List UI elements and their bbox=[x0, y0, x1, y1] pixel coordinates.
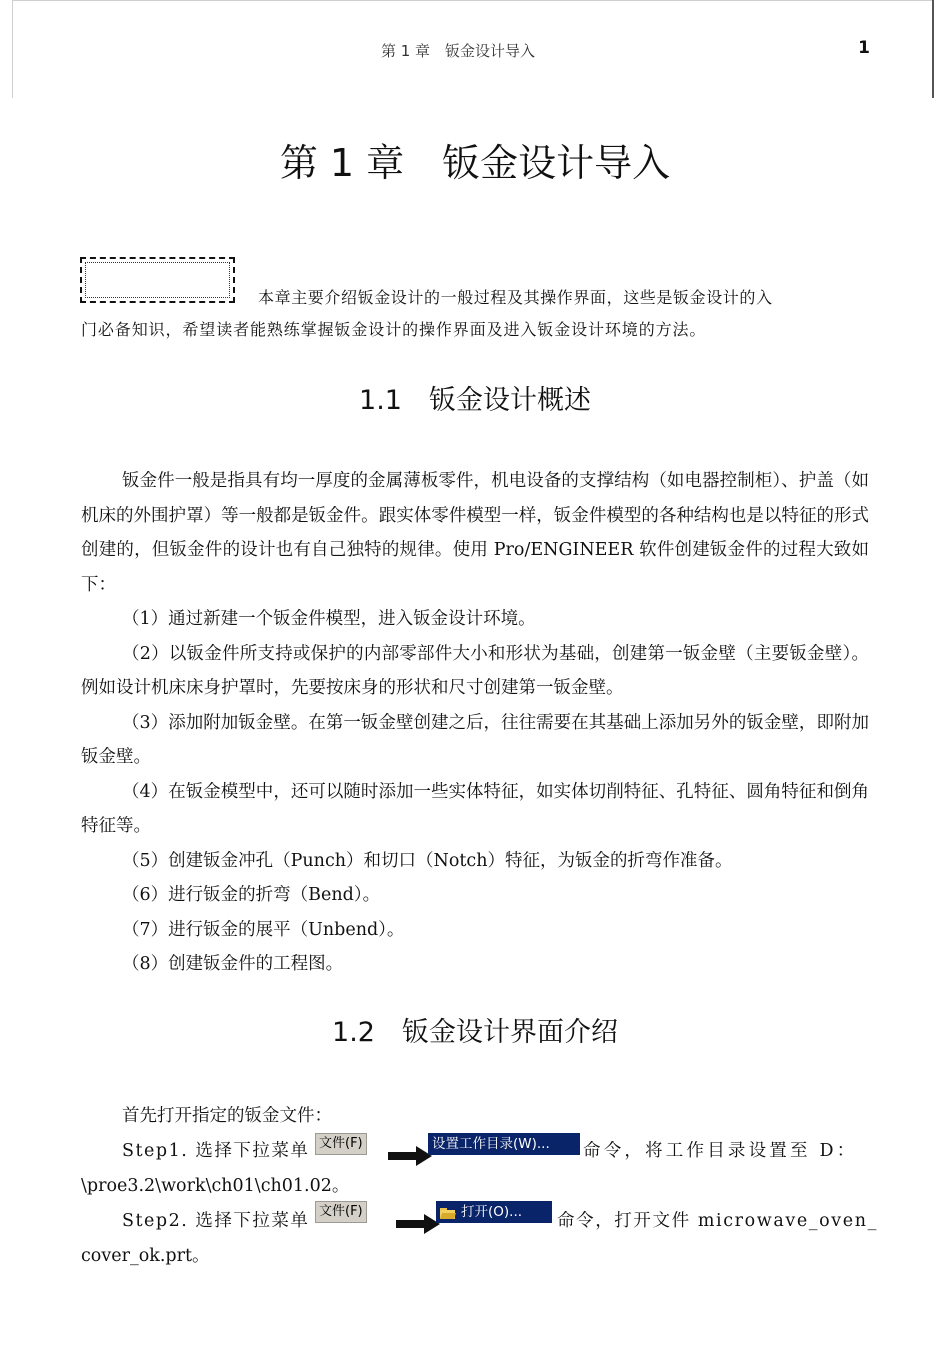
intro-decorative-box bbox=[80, 257, 235, 303]
page-header bbox=[0, 0, 950, 100]
paragraph-step-7: （7）进行钣金的展平（Unbend）。 bbox=[122, 919, 405, 940]
step1-prefix: Step1. 选择下拉菜单 bbox=[122, 1141, 310, 1161]
header-right-rule bbox=[932, 0, 934, 98]
intro-text-line-2: 门必备知识，希望读者能熟练掌握钣金设计的操作界面及进入钣金设计环境的方法。 bbox=[81, 320, 707, 339]
paragraph-step-6: （6）进行钣金的折弯（Bend）。 bbox=[122, 885, 381, 905]
step1-path: \proe3.2\work\ch01\ch01.02。 bbox=[81, 1176, 350, 1196]
running-title: 第 1 章 钣金设计导入 bbox=[380, 42, 536, 60]
paragraph-step-1: （1）通过新建一个钣金件模型，进入钣金设计环境。 bbox=[122, 609, 536, 629]
page-number: 1 bbox=[858, 38, 870, 58]
section-1-2-lead: 首先打开指定的钣金文件： bbox=[122, 1106, 332, 1126]
step2-file-menu[interactable]: 文件(F) bbox=[315, 1201, 367, 1223]
step1-suffix: 命令，将工作目录设置至 D： bbox=[583, 1141, 858, 1161]
paragraph-step-4: （4）在钣金模型中，还可以随时添加一些实体特征，如实体切削特征、孔特征、圆角特征和倒角特征等。 bbox=[81, 781, 869, 836]
step2-filename: cover_ok.prt。 bbox=[81, 1246, 210, 1266]
step2-open-command[interactable] bbox=[436, 1201, 552, 1223]
paragraph-step-8: （8）创建钣金件的工程图。 bbox=[122, 954, 344, 974]
header-top-rule bbox=[12, 0, 934, 1]
paragraph-step-3: （3）添加附加钣金壁。在第一钣金壁创建之后，往往需要在其基础上添加另外的钣金壁，即附加钣金壁。 bbox=[81, 712, 869, 767]
open-folder-icon bbox=[440, 1206, 456, 1219]
paragraph-overview: 钣金件一般是指具有均一厚度的金属薄板零件，机电设备的支撑结构（如电器控制柜）、护盖（如机床的外围护罩）等一般都是钣金件。跟实体零件模型一样，钣金件模型的各种结构也是以特征的形式创建的，但钣金件的设计也有自己独特的规律。使用 Pro/ENGINEER 软件创建钣金件的过程大致如下： bbox=[81, 471, 869, 595]
paragraph-step-5: （5）创建钣金冲孔（Punch）和切口（Notch）特征，为钣金的折弯作准备。 bbox=[122, 850, 733, 871]
section-1-1-title: 1.1 钣金设计概述 bbox=[359, 385, 591, 416]
section-1-2-title: 1.2 钣金设计界面介绍 bbox=[332, 1017, 618, 1048]
step1-file-menu[interactable]: 文件(F) bbox=[315, 1133, 367, 1155]
intro-text-line-1: 本章主要介绍钣金设计的一般过程及其操作界面，这些是钣金设计的入 bbox=[258, 288, 773, 307]
chapter-title: 第 1 章 钣金设计导入 bbox=[279, 141, 671, 185]
step2-suffix: 命令，打开文件 microwave_oven_ bbox=[557, 1211, 878, 1231]
paragraph-step-2: （2）以钣金件所支持或保护的内部零部件大小和形状为基础，创建第一钣金壁（主要钣金壁）。例如设计机床床身护罩时，先要按床身的形状和尺寸创建第一钣金壁。 bbox=[81, 643, 869, 698]
section-1-1-body bbox=[81, 464, 869, 982]
step2-prefix: Step2. 选择下拉菜单 bbox=[122, 1211, 310, 1231]
step1-set-working-dir-command[interactable]: 设置工作目录(W)... bbox=[428, 1133, 580, 1155]
open-command-label: 打开(O)... bbox=[461, 1204, 523, 1220]
